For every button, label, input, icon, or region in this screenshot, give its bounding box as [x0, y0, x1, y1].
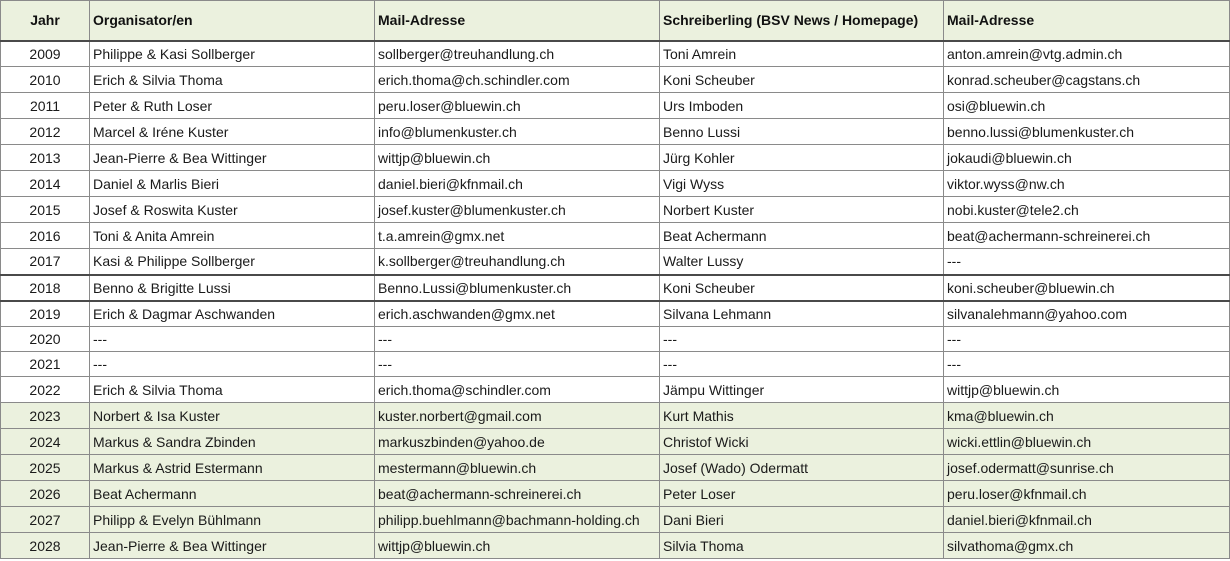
- cell-writer-mail[interactable]: koni.scheuber@bluewin.ch: [944, 275, 1230, 301]
- cell-organizer[interactable]: ---: [90, 327, 375, 352]
- cell-writer[interactable]: Josef (Wado) Odermatt: [660, 455, 944, 481]
- cell-writer-mail[interactable]: anton.amrein@vtg.admin.ch: [944, 41, 1230, 67]
- cell-organizer[interactable]: Josef & Roswita Kuster: [90, 197, 375, 223]
- table-row: [1, 377, 1230, 403]
- cell-organizer-mail[interactable]: erich.thoma@schindler.com: [375, 377, 660, 403]
- cell-year[interactable]: 2012: [1, 119, 90, 145]
- cell-organizer-mail[interactable]: mestermann@bluewin.ch: [375, 455, 660, 481]
- cell-organizer[interactable]: Daniel & Marlis Bieri: [90, 171, 375, 197]
- cell-organizer-mail[interactable]: wittjp@bluewin.ch: [375, 145, 660, 171]
- cell-writer[interactable]: Vigi Wyss: [660, 171, 944, 197]
- cell-organizer[interactable]: Philippe & Kasi Sollberger: [90, 41, 375, 67]
- cell-writer[interactable]: Silvia Thoma: [660, 533, 944, 559]
- cell-writer[interactable]: Walter Lussy: [660, 249, 944, 275]
- cell-writer[interactable]: Norbert Kuster: [660, 197, 944, 223]
- cell-writer-mail[interactable]: daniel.bieri@kfnmail.ch: [944, 507, 1230, 533]
- cell-writer-mail[interactable]: jokaudi@bluewin.ch: [944, 145, 1230, 171]
- cell-year[interactable]: 2027: [1, 507, 90, 533]
- cell-year[interactable]: 2013: [1, 145, 90, 171]
- cell-organizer-mail[interactable]: ---: [375, 352, 660, 377]
- cell-writer[interactable]: Benno Lussi: [660, 119, 944, 145]
- cell-writer-mail[interactable]: nobi.kuster@tele2.ch: [944, 197, 1230, 223]
- cell-year[interactable]: 2022: [1, 377, 90, 403]
- cell-organizer[interactable]: Erich & Silvia Thoma: [90, 377, 375, 403]
- cell-writer-mail[interactable]: benno.lussi@blumenkuster.ch: [944, 119, 1230, 145]
- cell-organizer-mail[interactable]: philipp.buehlmann@bachmann-holding.ch: [375, 507, 660, 533]
- cell-writer-mail[interactable]: ---: [944, 249, 1230, 275]
- cell-year[interactable]: 2009: [1, 41, 90, 67]
- cell-year[interactable]: 2010: [1, 67, 90, 93]
- cell-year[interactable]: 2019: [1, 301, 90, 327]
- cell-organizer-mail[interactable]: sollberger@treuhandlung.ch: [375, 41, 660, 67]
- cell-organizer-mail[interactable]: beat@achermann-schreinerei.ch: [375, 481, 660, 507]
- cell-organizer-mail[interactable]: k.sollberger@treuhandlung.ch: [375, 249, 660, 275]
- cell-organizer-mail[interactable]: markuszbinden@yahoo.de: [375, 429, 660, 455]
- cell-organizer-mail[interactable]: erich.aschwanden@gmx.net: [375, 301, 660, 327]
- cell-writer[interactable]: Christof Wicki: [660, 429, 944, 455]
- cell-organizer[interactable]: Beat Achermann: [90, 481, 375, 507]
- table-row: [1, 197, 1230, 223]
- header-writer[interactable]: Schreiberling (BSV News / Homepage): [660, 1, 944, 41]
- cell-writer[interactable]: ---: [660, 352, 944, 377]
- cell-writer-mail[interactable]: beat@achermann-schreinerei.ch: [944, 223, 1230, 249]
- cell-writer[interactable]: Dani Bieri: [660, 507, 944, 533]
- cell-year[interactable]: 2024: [1, 429, 90, 455]
- cell-organizer[interactable]: Toni & Anita Amrein: [90, 223, 375, 249]
- table-row: [1, 403, 1230, 429]
- header-organizer[interactable]: Organisator/en: [90, 1, 375, 41]
- cell-writer[interactable]: Urs Imboden: [660, 93, 944, 119]
- cell-organizer[interactable]: Markus & Sandra Zbinden: [90, 429, 375, 455]
- cell-organizer[interactable]: Jean-Pierre & Bea Wittinger: [90, 145, 375, 171]
- cell-year[interactable]: 2016: [1, 223, 90, 249]
- cell-writer[interactable]: ---: [660, 327, 944, 352]
- table-row: [1, 533, 1230, 559]
- cell-writer-mail[interactable]: viktor.wyss@nw.ch: [944, 171, 1230, 197]
- cell-writer-mail[interactable]: ---: [944, 352, 1230, 377]
- cell-writer-mail[interactable]: osi@bluewin.ch: [944, 93, 1230, 119]
- cell-year[interactable]: 2011: [1, 93, 90, 119]
- cell-organizer[interactable]: Markus & Astrid Estermann: [90, 455, 375, 481]
- cell-writer[interactable]: Koni Scheuber: [660, 67, 944, 93]
- cell-year[interactable]: 2025: [1, 455, 90, 481]
- cell-organizer-mail[interactable]: Benno.Lussi@blumenkuster.ch: [375, 275, 660, 301]
- cell-organizer[interactable]: Marcel & Iréne Kuster: [90, 119, 375, 145]
- cell-year[interactable]: 2017: [1, 249, 90, 275]
- cell-year[interactable]: 2021: [1, 352, 90, 377]
- table-row: [1, 481, 1230, 507]
- cell-organizer-mail[interactable]: peru.loser@bluewin.ch: [375, 93, 660, 119]
- cell-year[interactable]: 2015: [1, 197, 90, 223]
- cell-organizer-mail[interactable]: josef.kuster@blumenkuster.ch: [375, 197, 660, 223]
- table-row: [1, 275, 1230, 301]
- cell-writer[interactable]: Koni Scheuber: [660, 275, 944, 301]
- header-organizer-mail[interactable]: Mail-Adresse: [375, 1, 660, 41]
- cell-organizer-mail[interactable]: wittjp@bluewin.ch: [375, 533, 660, 559]
- table-row: [1, 41, 1230, 67]
- cell-writer-mail[interactable]: peru.loser@kfnmail.ch: [944, 481, 1230, 507]
- cell-year[interactable]: 2014: [1, 171, 90, 197]
- cell-writer[interactable]: Silvana Lehmann: [660, 301, 944, 327]
- table-row: [1, 352, 1230, 377]
- cell-writer-mail[interactable]: silvathoma@gmx.ch: [944, 533, 1230, 559]
- cell-year[interactable]: 2023: [1, 403, 90, 429]
- table-row: [1, 145, 1230, 171]
- table-row: [1, 171, 1230, 197]
- cell-organizer[interactable]: Erich & Silvia Thoma: [90, 67, 375, 93]
- cell-organizer[interactable]: Philipp & Evelyn Bühlmann: [90, 507, 375, 533]
- cell-writer-mail[interactable]: wittjp@bluewin.ch: [944, 377, 1230, 403]
- table-row: [1, 507, 1230, 533]
- cell-organizer[interactable]: ---: [90, 352, 375, 377]
- table-row: [1, 327, 1230, 352]
- cell-writer-mail[interactable]: konrad.scheuber@cagstans.ch: [944, 67, 1230, 93]
- cell-writer[interactable]: Beat Achermann: [660, 223, 944, 249]
- header-writer-mail[interactable]: Mail-Adresse: [944, 1, 1230, 41]
- table-row: [1, 455, 1230, 481]
- cell-writer[interactable]: Jürg Kohler: [660, 145, 944, 171]
- table-row: [1, 223, 1230, 249]
- cell-organizer-mail[interactable]: kuster.norbert@gmail.com: [375, 403, 660, 429]
- cell-organizer-mail[interactable]: t.a.amrein@gmx.net: [375, 223, 660, 249]
- cell-organizer[interactable]: Benno & Brigitte Lussi: [90, 275, 375, 301]
- table-row: [1, 67, 1230, 93]
- cell-organizer-mail[interactable]: info@blumenkuster.ch: [375, 119, 660, 145]
- cell-organizer[interactable]: Jean-Pierre & Bea Wittinger: [90, 533, 375, 559]
- table-body: [1, 41, 1230, 559]
- cell-year[interactable]: 2028: [1, 533, 90, 559]
- cell-writer[interactable]: Kurt Mathis: [660, 403, 944, 429]
- table-row: [1, 301, 1230, 327]
- cell-year[interactable]: 2020: [1, 327, 90, 352]
- cell-writer-mail[interactable]: ---: [944, 327, 1230, 352]
- cell-organizer-mail[interactable]: ---: [375, 327, 660, 352]
- cell-organizer[interactable]: Norbert & Isa Kuster: [90, 403, 375, 429]
- header-row: [1, 1, 1230, 41]
- cell-organizer-mail[interactable]: erich.thoma@ch.schindler.com: [375, 67, 660, 93]
- cell-writer[interactable]: Jämpu Wittinger: [660, 377, 944, 403]
- cell-writer-mail[interactable]: kma@bluewin.ch: [944, 403, 1230, 429]
- cell-writer-mail[interactable]: josef.odermatt@sunrise.ch: [944, 455, 1230, 481]
- cell-year[interactable]: 2018: [1, 275, 90, 301]
- cell-writer[interactable]: Toni Amrein: [660, 41, 944, 67]
- table-row: [1, 429, 1230, 455]
- cell-writer[interactable]: Peter Loser: [660, 481, 944, 507]
- cell-organizer-mail[interactable]: daniel.bieri@kfnmail.ch: [375, 171, 660, 197]
- cell-organizer[interactable]: Peter & Ruth Loser: [90, 93, 375, 119]
- cell-writer-mail[interactable]: silvanalehmann@yahoo.com: [944, 301, 1230, 327]
- table-row: [1, 119, 1230, 145]
- header-year[interactable]: Jahr: [1, 1, 90, 41]
- cell-year[interactable]: 2026: [1, 481, 90, 507]
- table-row: [1, 93, 1230, 119]
- cell-organizer[interactable]: Kasi & Philippe Sollberger: [90, 249, 375, 275]
- cell-organizer[interactable]: Erich & Dagmar Aschwanden: [90, 301, 375, 327]
- table-row: [1, 249, 1230, 275]
- cell-writer-mail[interactable]: wicki.ettlin@bluewin.ch: [944, 429, 1230, 455]
